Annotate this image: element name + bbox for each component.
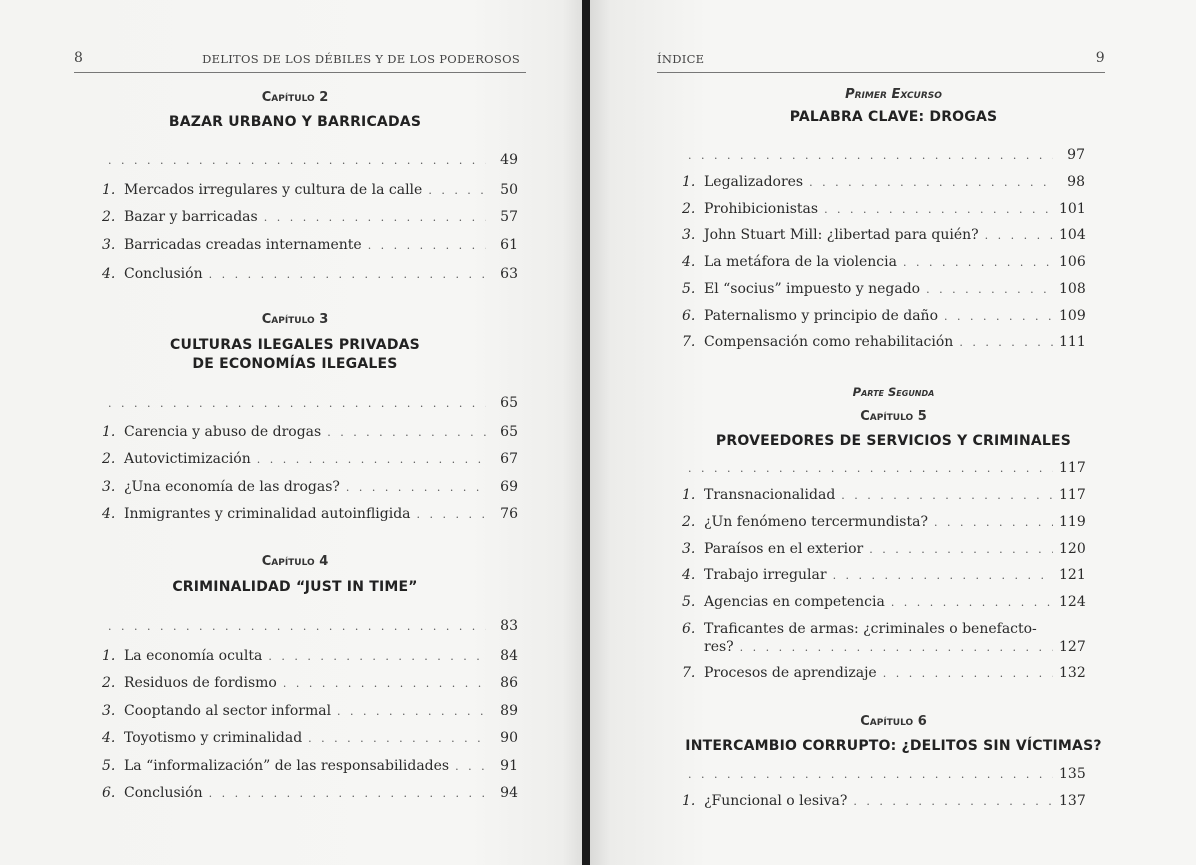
page-ref: 108 <box>1059 281 1086 297</box>
page-ref: 121 <box>1059 567 1086 583</box>
page-ref: 69 <box>500 479 518 495</box>
leader-dots <box>209 264 486 286</box>
leader-dots <box>268 646 486 668</box>
leader-dots <box>428 180 486 202</box>
entry-number: 7. <box>682 334 696 350</box>
toc-entry[interactable] <box>682 591 1085 613</box>
page-ref: 89 <box>500 703 518 719</box>
leader-dots <box>455 756 486 778</box>
page-ref: 104 <box>1059 227 1086 243</box>
entry-title: Prohibicionistas <box>704 201 819 217</box>
page-ref: 97 <box>1067 147 1085 163</box>
leader-dots <box>417 504 486 526</box>
chapter-5-title: PROVEEDORES DE SERVICIOS Y CRIMINALES <box>715 433 1072 449</box>
excurso-title: PALABRA CLAVE: DROGAS <box>789 109 998 125</box>
leader-dots <box>368 235 486 257</box>
page-ref: 120 <box>1059 541 1086 557</box>
toc-entry[interactable] <box>682 251 1085 273</box>
entry-title: Autovictimización <box>124 451 251 467</box>
page-ref: 50 <box>500 182 518 198</box>
entry-number: 2. <box>102 675 116 691</box>
page-ref: 61 <box>500 237 518 253</box>
page-ref: 98 <box>1067 174 1085 190</box>
leader-dots <box>809 172 1053 194</box>
left-page-number: 8 <box>74 50 84 66</box>
entry-title: John Stuart Mill: ¿libertad para quién? <box>704 227 979 243</box>
entry-title: Mercados irregulares y cultura de la calle <box>124 182 423 198</box>
leader-dots <box>688 145 1053 167</box>
entry-number: 3. <box>682 541 696 557</box>
left-running-head <box>74 52 526 73</box>
entry-title: Conclusión <box>124 266 203 282</box>
leader-dots <box>959 332 1053 354</box>
chapter-6-label: Capítulo 6 <box>860 714 927 729</box>
entry-title: El “socius” impuesto y negado <box>704 281 921 297</box>
entry-number: 4. <box>102 506 116 522</box>
leader-dots <box>283 673 486 695</box>
leader-dots <box>903 252 1053 274</box>
entry-number: 4. <box>102 730 116 746</box>
entry-number: 5. <box>682 281 696 297</box>
leader-dots <box>209 783 486 805</box>
toc-entry[interactable] <box>682 171 1085 193</box>
entry-title: La metáfora de la violencia <box>704 254 897 270</box>
left-page <box>0 0 586 865</box>
toc-entry[interactable] <box>102 700 518 722</box>
toc-entry[interactable] <box>102 476 518 498</box>
entry-title: Agencias en competencia <box>704 594 885 610</box>
page-ref: 86 <box>500 675 518 691</box>
entry-title: Procesos de aprendizaje <box>704 665 877 681</box>
page-ref: 49 <box>500 152 518 168</box>
entry-number: 3. <box>102 703 116 719</box>
entry-number: 7. <box>682 665 696 681</box>
toc-entry[interactable] <box>682 662 1085 684</box>
toc-entry[interactable] <box>682 538 1085 560</box>
leader-dots <box>688 458 1053 480</box>
page-ref: 137 <box>1059 793 1086 809</box>
chapter-6-intro-line[interactable] <box>682 763 1085 785</box>
page-ref: 91 <box>500 758 518 774</box>
page-ref: 127 <box>1059 639 1086 655</box>
page-ref: 135 <box>1059 766 1086 782</box>
entry-title: La “informalización” de las responsabilidades <box>124 758 450 774</box>
entry-number: 6. <box>682 621 696 637</box>
chapter-4-intro-line[interactable] <box>102 615 518 637</box>
book-gutter <box>582 0 590 865</box>
leader-dots <box>833 565 1053 587</box>
entry-number: 3. <box>102 479 116 495</box>
page-ref: 57 <box>500 209 518 225</box>
entry-number: 4. <box>102 266 116 282</box>
chapter-3-title-line-2: DE ECONOMÍAS ILEGALES <box>192 356 398 372</box>
entry-title-line-1: Traficantes de armas: ¿criminales o benefacto- <box>704 621 1037 637</box>
toc-entry[interactable] <box>102 421 518 443</box>
entry-title: Legalizadores <box>704 174 804 190</box>
leader-dots <box>891 592 1053 614</box>
chapter-3-label: Capítulo 3 <box>261 312 329 327</box>
page-ref: 65 <box>500 424 518 440</box>
left-running-title: DELITOS DE LOS DÉBILES Y DE LOS PODEROSOS <box>202 52 520 66</box>
entry-title: Toyotismo y criminalidad <box>124 730 303 746</box>
entry-title: Paternalismo y principio de daño <box>704 308 938 324</box>
entry-title: Conclusión <box>124 785 203 801</box>
toc-entry[interactable] <box>682 305 1085 327</box>
entry-number: 2. <box>102 451 116 467</box>
page-ref: 84 <box>500 648 518 664</box>
leader-dots <box>308 728 486 750</box>
toc-entry[interactable] <box>682 511 1085 533</box>
toc-entry[interactable] <box>102 645 518 667</box>
excurso-label: Primer Excurso <box>845 87 942 102</box>
toc-entry[interactable] <box>102 672 518 694</box>
entry-title: Transnacionalidad <box>704 487 836 503</box>
part-label: Parte Segunda <box>852 385 935 399</box>
page-ref: 117 <box>1059 460 1086 476</box>
leader-dots <box>264 207 486 229</box>
toc-entry[interactable] <box>102 448 518 470</box>
entry-title: Trabajo irregular <box>704 567 827 583</box>
entry-number: 6. <box>682 308 696 324</box>
page-ref: 111 <box>1059 334 1086 350</box>
entry-number: 2. <box>102 209 116 225</box>
entry-number: 5. <box>682 594 696 610</box>
leader-dots <box>985 225 1053 247</box>
entry-title: Residuos de fordismo <box>124 675 277 691</box>
page-ref: 94 <box>500 785 518 801</box>
leader-dots <box>740 637 1053 659</box>
entry-number: 1. <box>682 793 696 809</box>
leader-dots <box>108 150 486 172</box>
right-running-head <box>657 52 1105 73</box>
entry-number: 1. <box>682 487 696 503</box>
entry-title: Compensación como rehabilitación <box>704 334 954 350</box>
right-running-title: ÍNDICE <box>657 52 705 66</box>
entry-number: 1. <box>102 648 116 664</box>
excurso-intro-line[interactable] <box>682 144 1085 166</box>
toc-entry[interactable] <box>102 503 518 525</box>
entry-number: 4. <box>682 567 696 583</box>
entry-number: 2. <box>682 514 696 530</box>
leader-dots <box>926 279 1053 301</box>
entry-number: 4. <box>682 254 696 270</box>
page-ref: 117 <box>1059 487 1086 503</box>
toc-entry[interactable] <box>682 198 1085 220</box>
leader-dots <box>257 449 486 471</box>
toc-entry[interactable] <box>682 278 1085 300</box>
leader-dots <box>883 663 1053 685</box>
entry-title: Bazar y barricadas <box>124 209 258 225</box>
toc-entry[interactable] <box>102 179 518 201</box>
entry-number: 2. <box>682 201 696 217</box>
entry-title: Paraísos en el exterior <box>704 541 864 557</box>
leader-dots <box>841 485 1053 507</box>
chapter-4-title: CRIMINALIDAD “JUST IN TIME” <box>172 579 418 595</box>
leader-dots <box>327 422 486 444</box>
toc-entry-wrapped[interactable] <box>682 618 1085 658</box>
chapter-3-intro-line[interactable] <box>102 392 518 414</box>
page-ref: 90 <box>500 730 518 746</box>
entry-title: La economía oculta <box>124 648 263 664</box>
entry-number: 1. <box>102 424 116 440</box>
page-ref: 83 <box>500 618 518 634</box>
page-ref: 76 <box>500 506 518 522</box>
entry-title: ¿Un fenómeno tercermundista? <box>704 514 928 530</box>
entry-title: ¿Funcional o lesiva? <box>704 793 848 809</box>
entry-title: Carencia y abuso de drogas <box>124 424 322 440</box>
leader-dots <box>108 616 486 638</box>
page-ref: 101 <box>1059 201 1086 217</box>
leader-dots <box>824 199 1053 221</box>
leader-dots <box>853 791 1053 813</box>
leader-dots <box>934 512 1053 534</box>
entry-title-line-2: res? <box>704 639 734 655</box>
leader-dots <box>944 306 1053 328</box>
page-ref: 67 <box>500 451 518 467</box>
entry-number: 1. <box>682 174 696 190</box>
leader-dots <box>346 477 486 499</box>
chapter-5-intro-line[interactable] <box>682 457 1085 479</box>
page-ref: 106 <box>1059 254 1086 270</box>
toc-entry[interactable] <box>102 782 518 804</box>
chapter-2-title: BAZAR URBANO Y BARRICADAS <box>168 114 422 130</box>
toc-entry[interactable] <box>102 234 518 256</box>
page-ref: 119 <box>1059 514 1086 530</box>
entry-number: 1. <box>102 182 116 198</box>
entry-number: 6. <box>102 785 116 801</box>
chapter-6-title: INTERCAMBIO CORRUPTO: ¿DELITOS SIN VÍCTIMAS? <box>685 738 1102 754</box>
entry-title: Inmigrantes y criminalidad autoinfligida <box>124 506 411 522</box>
chapter-3-title-line-1: CULTURAS ILEGALES PRIVADAS <box>170 337 420 353</box>
toc-entry[interactable] <box>682 564 1085 586</box>
toc-entry[interactable] <box>682 224 1085 246</box>
chapter-2-label: Capítulo 2 <box>261 90 329 105</box>
right-page <box>586 0 1196 865</box>
chapter-2-intro-line[interactable] <box>102 149 518 171</box>
entry-title: Cooptando al sector informal <box>124 703 332 719</box>
toc-entry[interactable] <box>102 206 518 228</box>
toc-entry[interactable] <box>102 263 518 285</box>
right-page-number: 9 <box>1095 50 1105 66</box>
entry-number: 3. <box>682 227 696 243</box>
toc-entry[interactable] <box>102 755 518 777</box>
entry-title: Barricadas creadas internamente <box>124 237 362 253</box>
page-ref: 65 <box>500 395 518 411</box>
toc-entry[interactable] <box>682 790 1085 812</box>
chapter-4-label: Capítulo 4 <box>261 554 329 569</box>
toc-entry[interactable] <box>682 484 1085 506</box>
entry-number: 5. <box>102 758 116 774</box>
entry-title: ¿Una economía de las drogas? <box>124 479 340 495</box>
chapter-5-label: Capítulo 5 <box>860 409 927 424</box>
page-ref: 124 <box>1059 594 1086 610</box>
page-ref: 132 <box>1059 665 1086 681</box>
page-ref: 109 <box>1059 308 1086 324</box>
leader-dots <box>337 701 486 723</box>
leader-dots <box>108 393 486 415</box>
toc-entry[interactable] <box>682 331 1085 353</box>
leader-dots <box>869 539 1053 561</box>
toc-entry[interactable] <box>102 727 518 749</box>
leader-dots <box>688 764 1053 786</box>
entry-number: 3. <box>102 237 116 253</box>
page-ref: 63 <box>500 266 518 282</box>
